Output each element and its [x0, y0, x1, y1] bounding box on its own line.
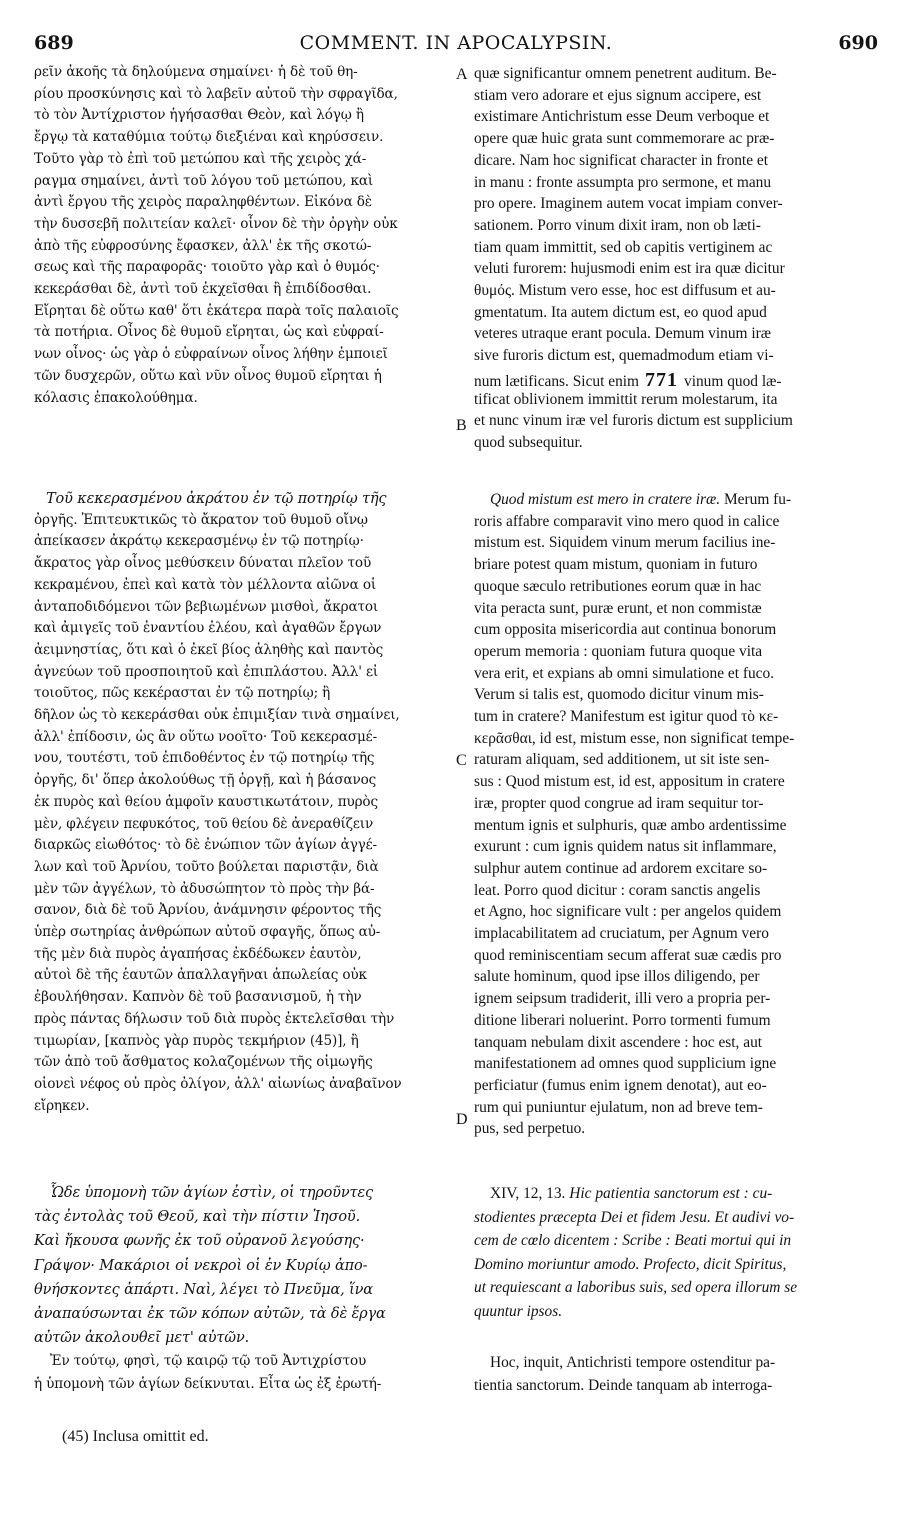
- latin-line: tanquam nebulam dixit ascendere : hoc est, aut: [474, 1033, 763, 1051]
- latin-line: sive furoris dictum est, quemadmodum etiam vi-: [474, 347, 774, 365]
- latin-scripture-line: stodientes præcepta Dei et fidem Jesu. Et audivi vo-: [474, 1208, 795, 1226]
- greek-line: οἱονεὶ νέφος οὐ πρὸς ὀλίγον, ἀλλ' αἰωνίως ἀναβαῖνον: [34, 1075, 402, 1092]
- latin-line: vera erit, et expians ab omni simulatione et fuco.: [474, 664, 775, 682]
- greek-line: κεκραμένου, ἐπεὶ καὶ κατὰ τὸν μέλλοντα αἰῶνα οἱ: [34, 576, 377, 593]
- greek-line: ἀνταποδιδόμενοι τῶν βεβιωμένων μισθοὶ, ἄκρατοι: [34, 598, 379, 615]
- page-number-left: 689: [34, 32, 74, 54]
- latin-line: stiam vero adorare et ejus signum accipere, est: [474, 86, 762, 104]
- greek-scripture-line: Ὧδε ὑπομονὴ τῶν ἁγίων ἐστὶν, οἱ τηροῦντες: [50, 1185, 373, 1201]
- latin-scripture-line: ut requiescant a laboribus suis, sed opera illorum se: [474, 1279, 798, 1297]
- greek-line: λων καὶ τοῦ Ἀρνίου, τοῦτο βούλεται παριστᾷν, διὰ: [34, 858, 379, 875]
- latin-line: rum qui puniuntur ejulatum, non ad breve tem-: [474, 1098, 763, 1116]
- greek-line: διαρκῶς εἰωθότος· τὸ δὲ ἐνώπιον τῶν ἁγίων ἀγγέ-: [34, 837, 377, 854]
- greek-line: ἁγνεύων τοῦ προσποιητοῦ καὶ ἐπιπλάστου. Ἀλλ' εἰ: [34, 663, 379, 680]
- latin-line: manifestationem ad omnes quod supplicium igne: [474, 1055, 777, 1073]
- latin-line: tientia sanctorum. Deinde tanquam ab interroga-: [474, 1377, 773, 1394]
- latin-line: perficiatur (fumus enim ignem denotat), aut eo-: [474, 1076, 767, 1094]
- greek-line: ὀργῆς. Ἐπιτευκτικῶς τὸ ἄκρατον τοῦ θυμοῦ οἴνῳ: [34, 511, 368, 528]
- latin-line: vita peracta sunt, puræ erunt, et non commistæ: [474, 599, 762, 617]
- column-number: 771: [639, 368, 685, 391]
- greek-scripture-line: τὰς ἐντολὰς τοῦ Θεοῦ, καὶ τὴν πίστιν Ἰησοῦ.: [34, 1209, 361, 1226]
- latin-line: roris affabre comparavit vino mero quod in calice: [474, 512, 780, 530]
- greek-line: ἀλλ' ἐπίδοσιν, ὡς ἂν οὕτω νοοῖτο· Τοῦ κεκερασμέ-: [34, 728, 378, 745]
- greek-line: τὴν δυσσεβῆ πολιτείαν καλεῖ· οἶνον δὲ τὴν ὀργὴν οὐκ: [34, 215, 398, 232]
- greek-line: εἴρηκεν.: [34, 1097, 90, 1114]
- greek-line: ρεῖν ἀκοῆς τὰ δηλούμενα σημαίνει· ἡ δὲ τοῦ θη-: [34, 64, 358, 80]
- latin-line: existimare Antichristum esse Deum verboque et: [474, 108, 770, 126]
- latin-lemma: Quod mistum est mero in cratere iræ.: [490, 491, 724, 508]
- greek-line: ἀπὸ τῆς εὐφροσύνης ἔφασκεν, ἀλλ' ἐκ τῆς σκοτώ-: [34, 237, 372, 254]
- verse-reference: XIV, 12, 13.: [490, 1185, 570, 1202]
- greek-line: ὑπὲρ σωτηρίας ἀνθρώπων αὐτοῦ σφαγῆς, ὅπως αὐ-: [34, 924, 381, 940]
- page-header: [34, 32, 878, 58]
- greek-line: ραγμα σημαίνει, ἀντὶ τοῦ λόγου τοῦ μετώπου, καὶ: [34, 172, 374, 189]
- latin-line: quæ significantur omnem penetrent auditum. Be-: [474, 65, 777, 82]
- latin-line: tiam quam immittit, sed ob capitis vertiginem ac: [474, 238, 773, 256]
- greek-line: Εἴρηται δὲ οὕτω καθ' ὅτι ἑκάτερα παρὰ τοῖς παλαιοῖς: [34, 302, 399, 319]
- greek-line: αὐτοὶ δὲ τῆς ἑαυτῶν ἀπαλλαγῆναι ἀπωλείας οὐκ: [34, 967, 367, 984]
- latin-line: dicare. Nam hoc significat character in fronte et: [474, 151, 768, 169]
- greek-scripture-line: θνήσκοντες ἀπάρτι. Ναὶ, λέγει τὸ Πνεῦμα, ἵνα: [34, 1281, 373, 1298]
- greek-line: τὸ τὸν Ἀντίχριστον ἡγήσασθαι Θεὸν, καὶ λόγῳ ἢ: [34, 107, 364, 124]
- footnote: (45) Inclusa omittit ed.: [62, 1428, 209, 1445]
- greek-line: τοιοῦτος, πῶς κεκέρασται ἐν τῷ ποτηρίῳ; ἢ: [34, 685, 331, 702]
- greek-line: ἐβουλήθησαν. Καπνὸν δὲ τοῦ βασανισμοῦ, ἡ τὴν: [34, 989, 362, 1006]
- greek-line: δῆλον ὡς τὸ κεκεράσθαι οὐκ ἐπιμιξίαν τινὰ σημαίνει,: [34, 707, 400, 723]
- greek-line: πρὸς πάντας δήλωσιν τοῦ διὰ πυρὸς ἐκτελεῖσθαι τὴν: [34, 1010, 395, 1027]
- latin-line: cum opposita misericordia aut continua bonorum: [474, 621, 777, 639]
- latin-scripture-line: Domino moriuntur amodo. Profecto, dicit Spiritus,: [474, 1255, 787, 1273]
- greek-scripture-line: αὐτῶν ἀκολουθεῖ μετ' αὐτῶν.: [34, 1330, 250, 1347]
- margin-marker-d: D: [456, 1111, 468, 1128]
- latin-line: in manu : fronte assumpta pro sermone, et manu: [474, 173, 772, 191]
- latin-line-tail: vinum quod læ-: [684, 372, 782, 390]
- greek-line: τῶν δυσχερῶν, οὕτω καὶ νῦν οἶνος θυμοῦ εἴρηται ἡ: [34, 367, 382, 384]
- latin-scripture-line: XIV, 12, 13. Hic patientia sanctorum est : cu-: [490, 1185, 773, 1202]
- latin-line: quod reminiscentiam secum afferat suæ cædis pro: [474, 946, 782, 964]
- greek-line: Τοῦτο γὰρ τὸ ἐπὶ τοῦ μετώπου καὶ τῆς χειρὸς χά-: [34, 150, 367, 167]
- latin-line: Hoc, inquit, Antichristi tempore ostenditur pa-: [490, 1354, 776, 1371]
- latin-line: veteres utraque erant pocula. Demum vinum iræ: [474, 325, 772, 343]
- latin-line: leat. Porro quod dicitur : coram sanctis angelis: [474, 881, 761, 899]
- latin-line: num lætificans. Sicut enim 771 vinum quod læ-: [474, 368, 782, 391]
- greek-line: καὶ ἀμιγεῖς τοῦ ἐναντίου ἐλέου, καὶ ἀγαθῶν ἔργων: [34, 620, 382, 637]
- latin-line: κερᾶσθαι, id est, mistum esse, non significat tempe-: [474, 729, 795, 747]
- latin-line: pro opere. Imaginem autem vocat impiam conver-: [474, 195, 783, 213]
- greek-line: μὲν τῶν ἀγγέλων, τὸ ἀδυσώπητον τὸ πρὸς τὴν βά-: [34, 880, 375, 897]
- latin-line: et Agno, hoc significare vult : per angelos quidem: [474, 903, 782, 921]
- latin-line: veluti furorem: hujusmodi enim est ira quæ dicitur: [474, 260, 785, 278]
- margin-marker-c: C: [456, 752, 467, 769]
- greek-line: ὀργῆς, δι' ὅπερ ἀκολούθως τῇ ὀργῇ, καὶ ἡ βάσανος: [34, 772, 377, 789]
- latin-scripture-line: cem de cœlo dicentem : Scribe : Beati mortui qui in: [474, 1232, 792, 1250]
- greek-line: νων οἶνος· ὡς γὰρ ὁ εὐφραίνων οἶνος λήθην ἐμποιεῖ: [34, 346, 388, 363]
- greek-line: τῶν ἀπὸ τοῦ ἄσθματος κολαζομένων τῆς οἰμωγῆς: [34, 1054, 373, 1071]
- greek-line: ἀειμνηστίας, ὅτι καὶ ὁ ἐκεῖ βίος ἀληθὴς καὶ παντὸς: [34, 641, 384, 658]
- latin-line: et nunc vinum iræ vel furoris dictum est supplicium: [474, 412, 793, 430]
- margin-marker-b: B: [456, 417, 467, 434]
- latin-scripture-line: quuntur ipsos.: [474, 1303, 563, 1320]
- greek-line: σεως καὶ τῆς παραφορᾶς· τοιοῦτο γὰρ καὶ ὁ θυμός·: [34, 259, 380, 276]
- greek-line: ἀντὶ ἔργου τῆς χειρὸς παραληφθέντων. Εἰκόνα δὲ: [34, 194, 372, 211]
- latin-line: quod subsequitur.: [474, 433, 583, 451]
- greek-line: τῆς μὲν διὰ πυρὸς ἀγαπήσας ἐκδέδωκεν ἑαυτὸν,: [34, 945, 362, 962]
- latin-line: sus : Quod mistum est, id est, appositum in cratere: [474, 773, 785, 791]
- margin-marker-a: A: [456, 66, 468, 83]
- latin-line: ditione liberari noluerint. Porro tormenti fumum: [474, 1011, 771, 1029]
- latin-line: ignem seipsum tradiderit, illi vero a propria per-: [474, 990, 771, 1008]
- page-number-right: 690: [838, 32, 878, 54]
- latin-line: exurunt : cum ignis quidem natus sit inflammare,: [474, 838, 777, 856]
- latin-line: implacabilitatem ad cruciatum, per Agnum vero: [474, 925, 769, 942]
- latin-line: raturam aliquam, sed additionem, ut sit iste sen-: [474, 751, 770, 769]
- latin-line: θυμός. Mistum vero esse, hoc est diffusum et au-: [474, 282, 776, 299]
- latin-line: opere quæ huic grata sunt commemorare ac præ-: [474, 130, 775, 148]
- latin-line: briare potest quam mistum, quoniam in futuro: [474, 556, 758, 574]
- latin-line: iræ, propter quod congrue ad iram sequitur tor-: [474, 794, 764, 812]
- greek-line: Ἐν τούτῳ, φησὶ, τῷ καιρῷ τῷ τοῦ Ἀντιχρίστου: [50, 1353, 367, 1369]
- greek-line: ἐκ πυρὸς καὶ θείου ἀμφοῖν καυστικωτάτοιν, πυρὸς: [34, 793, 378, 810]
- latin-line: gmentatum. Ita autem dictum est, eo quod apud: [474, 303, 767, 321]
- greek-scripture-line: Γράψον· Μακάριοι οἱ νεκροὶ οἱ ἐν Κυρίῳ ἀπο-: [34, 1257, 368, 1274]
- greek-line: ἔργῳ τὰ καταθύμια τούτῳ διεξιέναι καὶ κηρύσσειν.: [34, 129, 384, 146]
- latin-line: mistum est. Siquidem vinum merum facilius ine-: [474, 534, 776, 552]
- latin-line: quoque sæculo retributiones eorum quæ in hac: [474, 577, 762, 595]
- greek-line: σανον, διὰ δὲ τοῦ Ἀρνίου, ἀνάμνησιν φέροντος τῆς: [34, 902, 382, 919]
- greek-line: τιμωρίαν, [καπνὸς γὰρ πυρὸς τεκμήριον (45)], ἢ: [34, 1032, 359, 1049]
- greek-line: μὲν, φλέγειν πεφυκότος, τοῦ θείου δὲ ἀνεραθίζειν: [34, 815, 374, 832]
- greek-scripture-line: Καὶ ἤκουσα φωνῆς ἐκ τοῦ οὐρανοῦ λεγούσης·: [34, 1233, 365, 1250]
- latin-line: Quod mistum est mero in cratere iræ. Merum fu-: [490, 491, 792, 508]
- latin-line: sationem. Porro vinum dixit iram, non ob læti-: [474, 216, 761, 234]
- latin-line: salute hominum, quod ipse illos diligendo, per: [474, 968, 760, 986]
- greek-line: νου, τουτέστι, τοῦ ἐπιδοθέντος ἐν τῷ ποτηρίῳ τῆς: [34, 750, 375, 767]
- latin-line: tum in cratere? Manifestum est igitur quod τὸ κε-: [474, 708, 779, 725]
- latin-line: tificat oblivionem immittit rerum molestarum, ita: [474, 390, 778, 408]
- greek-line: τὰ ποτήρια. Οἶνος δὲ θυμοῦ εἴρηται, ὡς καὶ εὐφραί-: [34, 324, 384, 341]
- latin-line: mentum ignis et sulphuris, quæ ambo ardentissime: [474, 816, 787, 834]
- greek-line: ρίου προσκύνησις καὶ τὸ λαβεῖν αὐτοῦ τὴν σφραγῖδα,: [34, 85, 398, 102]
- greek-line: κεκεράσθαι δὲ, ἀντὶ τοῦ ἐκχεῖσθαι ἢ ἐπιδίδοσθαι.: [34, 281, 372, 297]
- greek-lemma: Τοῦ κεκερασμένου ἀκράτου ἐν τῷ ποτηρίῳ τῆς: [46, 491, 387, 507]
- latin-line: operum memoria : quoniam futura quoque vita: [474, 642, 763, 660]
- latin-line: Verum si talis est, quomodo dicitur vinum mis-: [474, 686, 764, 704]
- greek-line: ἡ ὑπομονὴ τῶν ἁγίων δείκνυται. Εἶτα ὡς ἐξ ἐρωτή-: [34, 1376, 382, 1392]
- greek-line: ἀπείκασεν ἀκράτῳ κεκερασμένῳ ἐν τῷ ποτηρίῳ·: [34, 533, 364, 550]
- running-title: COMMENT. IN APOCALYPSIN.: [299, 32, 613, 54]
- greek-line: ἄκρατος γὰρ οἶνος μεθύσκειν δύναται πλεῖον τοῦ: [34, 555, 372, 572]
- greek-scripture-line: ἀναπαύσωνται ἐκ τῶν κόπων αὐτῶν, τὰ δὲ ἔργα: [34, 1306, 386, 1322]
- latin-line: pus, sed perpetuo.: [474, 1120, 586, 1138]
- latin-line: sulphur autem continue ad ardorem excitare so-: [474, 859, 768, 877]
- greek-line: κόλασις ἐπακολούθημα.: [34, 389, 198, 406]
